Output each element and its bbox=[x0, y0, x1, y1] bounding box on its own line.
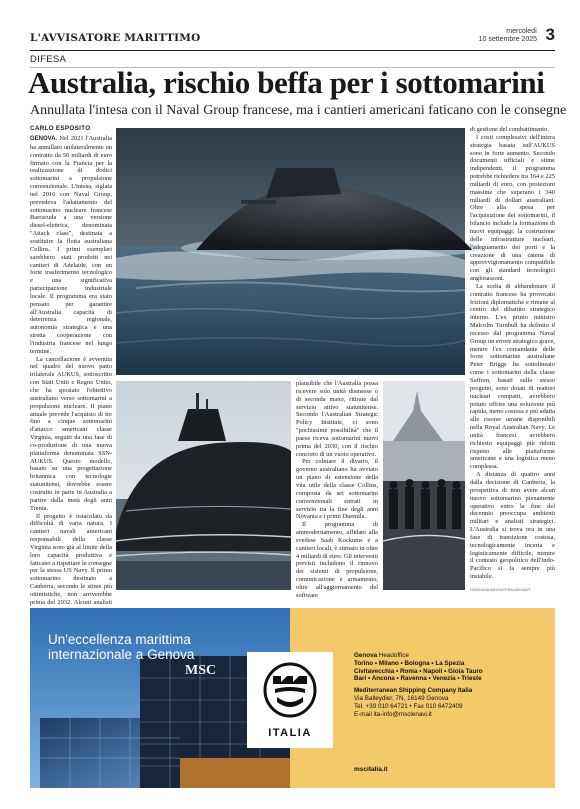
issue-day: mercoledì bbox=[506, 28, 537, 35]
ad-city-line: Bari • Ancona • Ravenna • Venezia • Trieste bbox=[354, 675, 482, 683]
page-number: 3 bbox=[545, 25, 555, 44]
ad-company-name: Mediterranean Shipping Company Italia bbox=[354, 687, 473, 695]
crew-image bbox=[383, 381, 465, 590]
ad-contact-block bbox=[354, 652, 549, 718]
article-headline: Australia, rischio beffa per i sottomarini bbox=[28, 65, 545, 100]
ad-website-link[interactable]: mscitalia.it bbox=[354, 766, 388, 773]
paragraph: di gestione del combattimento. bbox=[470, 126, 549, 133]
paragraph: GENOVA. Nel 2021 l'Australia ha annullato unilateralmente un contratto da 56 miliardi di euro firmato con la Francia per la realizzazione di dodici sottomarini a propulsione convenzionale. L'intesa, siglata nel 2016 con Naval Group, prevedeva l'adattamento del sottomarino nucleare francese Barracuda a una versione diesel-elettrica, denominata "Attack class", destinata a sostituire la flotta australiana Collins. I primi esemplari sarebbero stati prodotti nei cantieri di Adelaide, con un forte trasferimento tecnologico e una significativa partecipazione industriale locale. Il programma era stato pensato per garantire all'Australia capacità di deterrenza regionale, autonomia strategica e una stretta cooperazione con l'industria francese nel lungo termine. bbox=[30, 135, 112, 355]
paragraph: I costi complessivi dell'intera strategia basata sull'AUKUS sono in forte aumento. Secondo documenti ufficiali e stime indipendenti, il programma potrebbe richiedere tra 164 e 225 miliardi di euro, con proiezioni massime che superano i 340 miliardi di dollari australiani. Oltre alla spesa per l'acquisizione dei sottomarini, il bilancio include la formazione di nuovi equipaggi, la costruzione delle infrastrutture nucleari, l'adeguamento dei porti e la creazione di una catena di approvvigionamento compatibile con gli standard tecnologici anglosassoni. bbox=[470, 133, 555, 283]
article-column-3 bbox=[470, 126, 555, 586]
section-label: DIFESA bbox=[30, 54, 67, 65]
msc-logo-icon bbox=[247, 652, 333, 726]
paragraph: La cancellazione è avvenuta nel quadro del nuovo patto trilaterale AUKUS, sottoscritto con Stati Uniti e Regno Unito, che ha spostato l'obiettivo australiano verso sottomarini a propulsione nucleare. Il piano attuale prevede l'acquisto di tre fino a cinque sottomarini d'attacco americani classe Virginia, seguiti da una fase di co-produzione di una nuova piattaforma denominata SSN-AUKUS. Questo modello, basato su una progettazione britannica con tecnologie statunitensi, dovrebbe essere costruito in parte in Australia a partire dalla metà degli anni Trenta. bbox=[30, 355, 112, 512]
ad-headoffice: Genova Headoffice bbox=[354, 652, 409, 659]
paragraph: A distanza di quattro anni dalla decisione di Canberra, la prospettiva di non avere alcun nuovo sottomarino pienamente operativo entro la fine del decennio preoccupa ambienti militari e analisti strategici. L'Australia si trova ora in una fase di transizione costosa, tecnologicamente incerta e logisticamente difficile, mentre il contesto geopolitico dell'Indo-Pacifico si fa sempre più instabile. bbox=[470, 471, 555, 581]
article-byline: CARLO ESPOSITO bbox=[30, 125, 91, 132]
newspaper-name: L'AVVISATORE MARITTIMO bbox=[30, 32, 201, 44]
ad-phone: Tel. +39 010 64721 • Fax 010 6472409 bbox=[354, 702, 463, 710]
submarine-dock-image bbox=[116, 381, 291, 590]
msc-logo bbox=[247, 652, 333, 748]
article-column-1 bbox=[30, 135, 112, 606]
submarine-surface-image bbox=[116, 128, 465, 375]
issue-full-date: 10 settembre 2025 bbox=[478, 36, 537, 43]
msc-advertisement[interactable] bbox=[30, 608, 555, 788]
ad-email[interactable]: E-mail ita-info@msclenavi.it bbox=[354, 710, 432, 718]
msc-logo-text: ITALIA bbox=[268, 727, 312, 739]
dateline: GENOVA. bbox=[30, 136, 58, 142]
paragraph: plausibile che l'Australia possa ricevere solo unità dismesse o di seconda mano, ritirate dal servizio attivo statunitense. Secondo l'Australian Strategic Policy Institute, ci sono "pochissime possibilità" che il paese riceva sottomarini nuovi prima del 2030, con il rischio concreto di un vuoto operativo. bbox=[296, 380, 378, 458]
issue-date bbox=[479, 28, 537, 44]
submarine-photo bbox=[116, 128, 465, 375]
ad-tagline: Un'eccellenza marittima internazionale a Genova bbox=[48, 632, 195, 662]
paragraph: Il progetto è ostacolato da difficoltà di varia natura. I cantieri navali americani responsabili della classe Virginia sono già al limite della loro capacità produttiva e faticano a rispettare le consegne per la stessa US Navy. Il primo sottomarino destinato a Canberra, secondo le stime più ottimistiche, non arriverebbe prima del 2032. Alcuni analisti bbox=[30, 512, 112, 606]
paragraph: Per colmare il divario, il governo australiano ha avviato un piano di estensione della vita utile della classe Collins, composta da sei sottomarini convenzionali entrati in servizio tra la fine degli anni Novanta e i primi Duemila. bbox=[296, 458, 378, 521]
masthead-rule bbox=[30, 50, 555, 51]
paragraph: Il programma di ammodernamento, affidato alla svedese Saab Kockums e a cantieri locali, è stimato in oltre 4 miliardi di euro. Gli interventi previsti includono il rinnovo dei sistemi di propulsione, comunicazione e armamento, oltre all'aggiornamento del software bbox=[296, 521, 378, 599]
ad-address: Via Balleydier, 7N, 16149 Genova bbox=[354, 694, 449, 702]
ad-city-line: Torino • Milano • Bologna • La Spezia bbox=[354, 659, 465, 667]
article-subhead: Annullata l'intesa con il Naval Group francese, ma i cantieri americani faticano con le consegne bbox=[30, 103, 567, 118]
crew-dock-photo bbox=[383, 381, 465, 590]
article-column-2 bbox=[296, 380, 378, 599]
photo-credit: GENOVA/ALAMY/AUSTRALIAN NAVY bbox=[470, 588, 531, 592]
masthead bbox=[30, 25, 555, 48]
submarine-dock-photo bbox=[116, 381, 291, 590]
paragraph: La scelta di abbandonare il contratto francese ha provocato frizioni diplomatiche e rimane al centro del dibattito strategico interno. L'ex primo ministro Malcolm Turnbull ha definito il recesso dal programma Naval Group un errore strategico grave, mentre l'ex comandante delle forze sottomarine australiane Peter Briggs ha sottolineato come i sottomarini della classe Suffren, basati sullo stesso progetto, sono dotati di reattori nucleari compatti, avrebbero potuto offrire una soluzione più rapida, meno costosa e più adatta alle risorse umane disponibili nella Royal Australian Navy. Le unità francesi avrebbero richiesto equipaggi più ridotti rispetto alle piattaforme americane e una logistica meno complessa. bbox=[470, 282, 555, 471]
building-sign: MSC bbox=[185, 663, 217, 678]
ad-city-line: Civitavecchia • Roma • Napoli • Gioia Tauro bbox=[354, 667, 483, 675]
